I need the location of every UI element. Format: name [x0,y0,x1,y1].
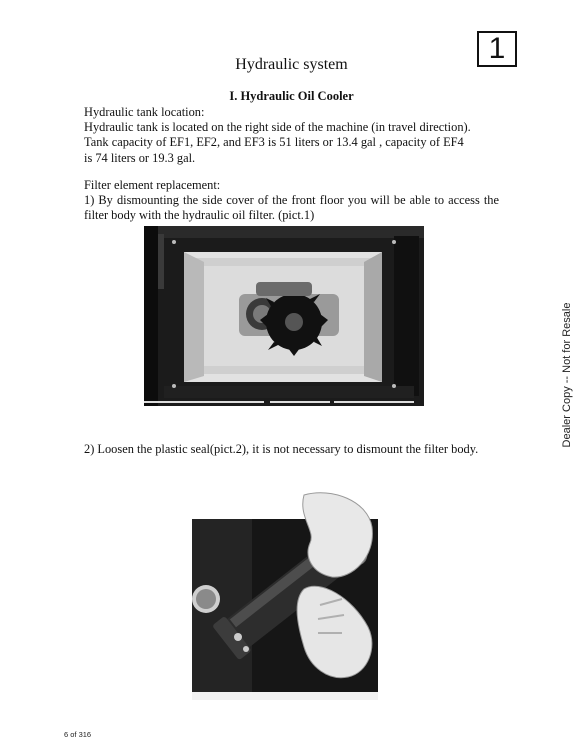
tank-location-line-1: Hydraulic tank is located on the right side of the machine (in travel direction). [84,120,471,135]
tank-location-line-3: is 74 liters or 19.3 gal. [84,150,196,165]
photo-loosen-seal-image [192,487,378,700]
filter-step-1: 1) By dismounting the side cover of the front floor you will be able to access the filter body with the hydraulic oil filter. (pict.1) [84,193,499,223]
page-counter: 6 of 316 [64,730,92,739]
filter-replacement-label: Filter element replacement: [84,178,221,192]
photo-filter-body [144,226,424,406]
tank-location-line-2: Tank capacity of EF1, EF2, and EF3 is 51 liters or 13.4 gal , capacity of EF4 [84,135,464,150]
dealer-copy-watermark [557,300,577,450]
section-heading: I. Hydraulic Oil Cooler [229,89,354,103]
filter-replacement-block [84,178,499,224]
tank-location-label: Hydraulic tank location: [84,105,205,119]
dealer-copy-text: Dealer Copy -- Not for Resale [561,302,573,448]
filter-step-2: 2) Loosen the plastic seal(pict.2), it is not necessary to dismount the filter body. [84,442,479,456]
section-title: Hydraulic system [235,56,348,73]
chapter-number-box: 1 [477,31,517,67]
photo-loosen-seal [192,487,378,700]
photo-filter-body-image [144,226,424,406]
tank-location-block [84,105,499,166]
